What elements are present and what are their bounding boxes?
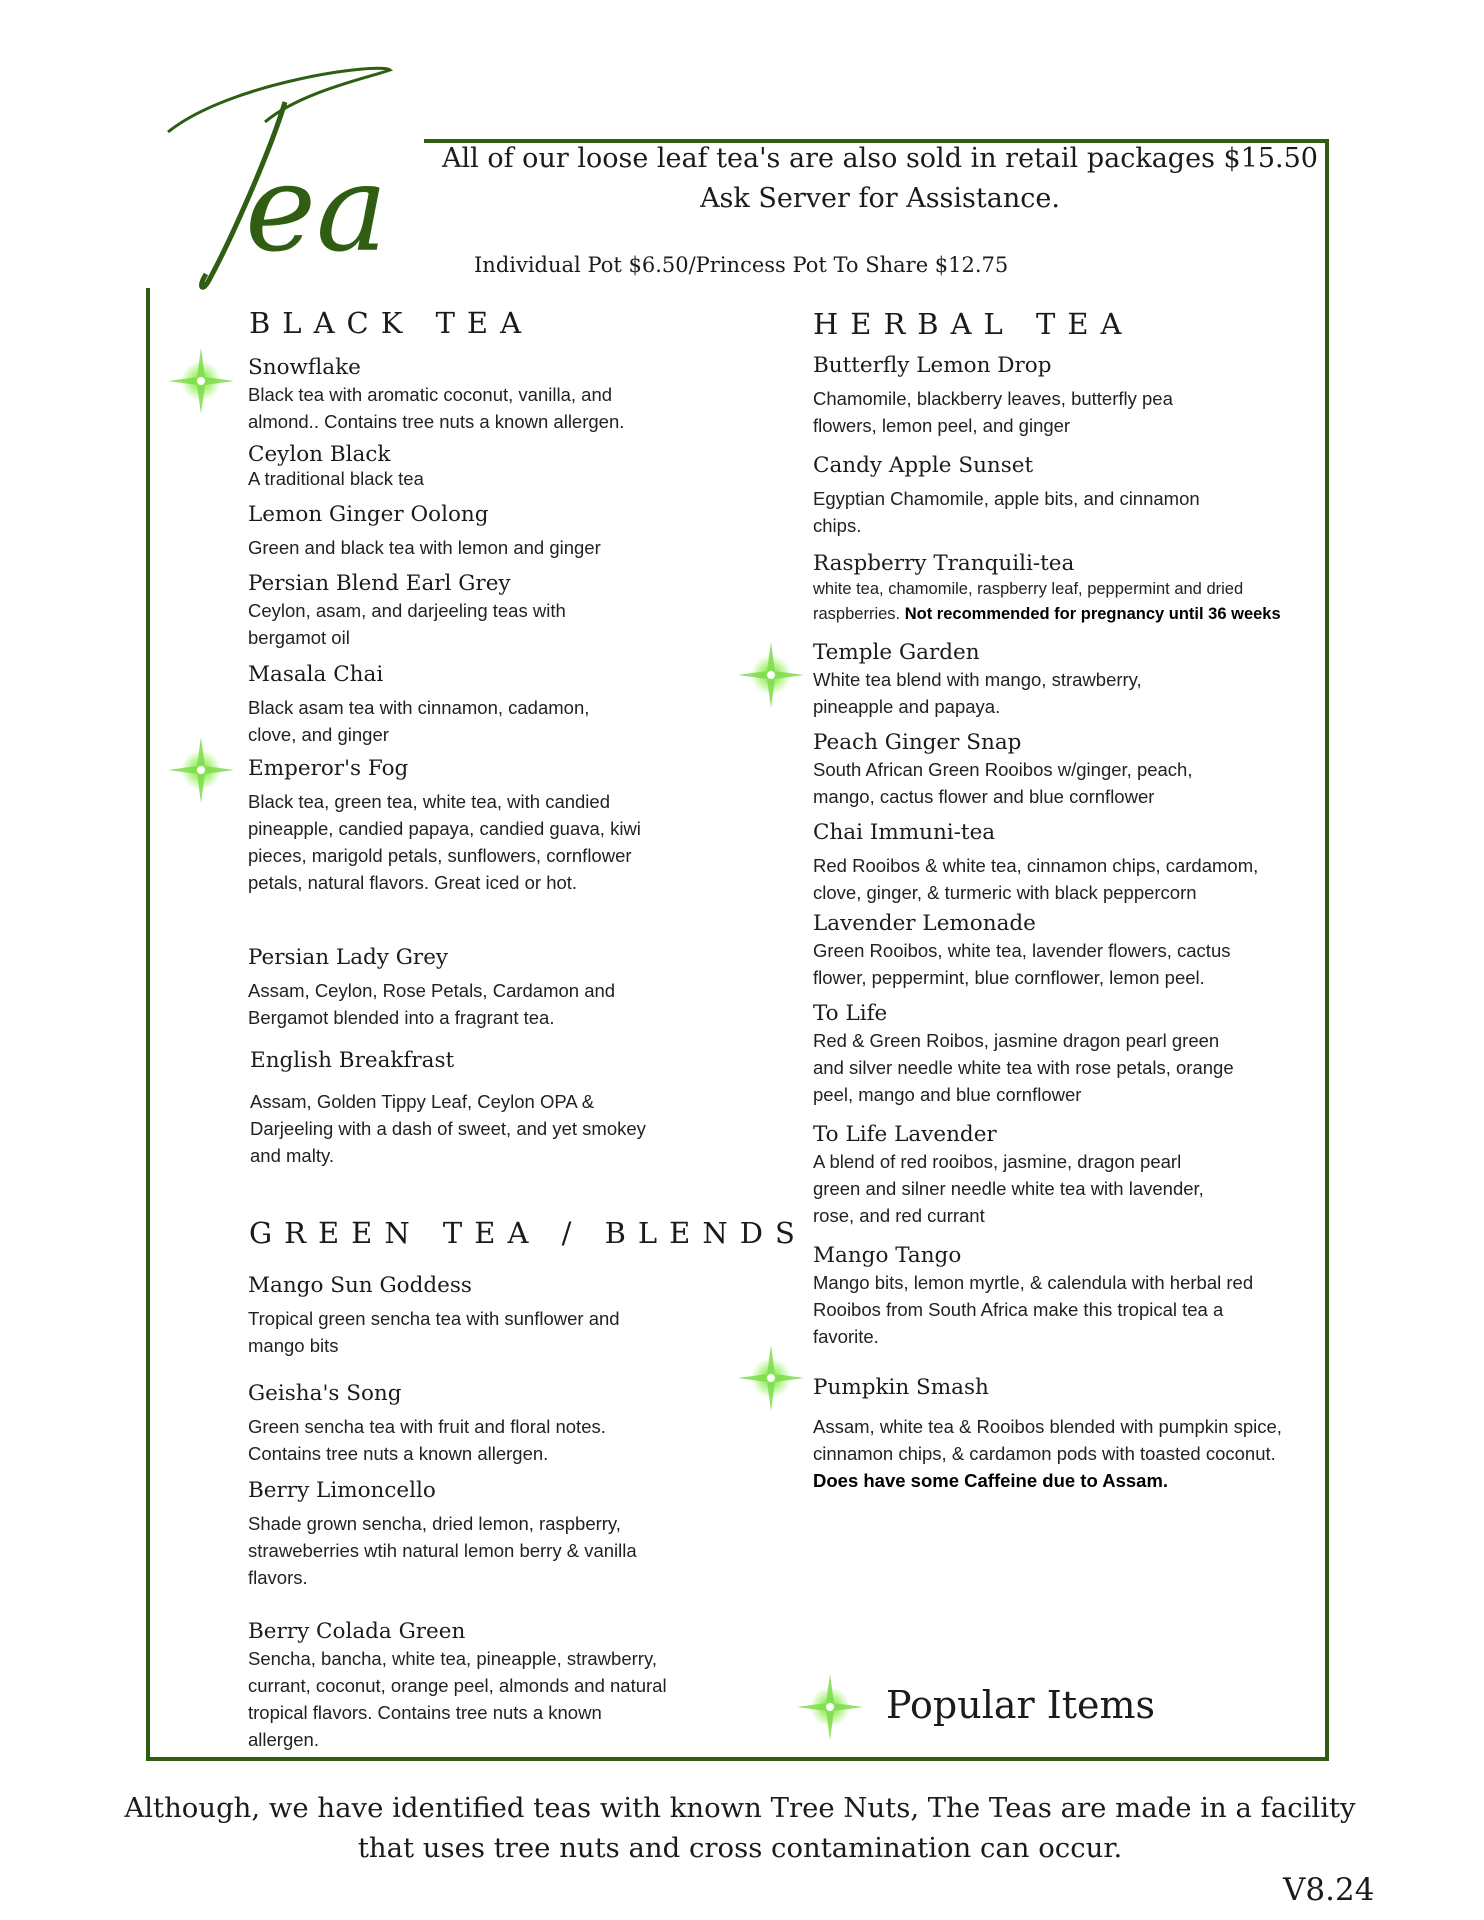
item-name: Mango Sun Goddess: [248, 1273, 472, 1298]
list-item: [813, 1121, 1283, 1229]
item-name: To Life Lavender: [813, 1122, 997, 1147]
item-name: Ceylon Black: [248, 442, 391, 467]
herbal-tea-heading: HERBAL TEA: [813, 307, 1134, 341]
sparkle-star-icon: [166, 346, 236, 416]
item-desc: Green Rooibos, white tea, lavender flowers, cactus flower, peppermint, blue cornflower, lemon peel.: [813, 940, 1231, 988]
item-name: Candy Apple Sunset: [813, 453, 1034, 478]
sparkle-star-icon: [166, 735, 236, 805]
list-item: [813, 819, 1313, 906]
frame-right-border: [1325, 139, 1329, 1761]
item-desc: Chamomile, blackberry leaves, butterfly pea flowers, lemon peel, and ginger: [813, 388, 1173, 436]
retail-note: All of our loose leaf tea's are also sold in retail packages $15.50: [442, 143, 1318, 174]
list-item: [813, 1242, 1293, 1350]
item-name: Lavender Lemonade: [813, 911, 1036, 936]
black-tea-heading: BLACK TEA: [249, 306, 534, 340]
assist-note: Ask Server for Assistance.: [700, 183, 1060, 214]
item-name: Butterfly Lemon Drop: [813, 353, 1052, 378]
item-name: Chai Immuni-tea: [813, 820, 996, 845]
tea-logo-icon: [150, 62, 490, 302]
item-desc: Black tea with aromatic coconut, vanilla, and almond.. Contains tree nuts a known allergen.: [248, 384, 625, 432]
list-item: [248, 1618, 668, 1753]
item-name: Lemon Ginger Oolong: [248, 502, 489, 527]
item-desc: A traditional black tea: [248, 468, 424, 489]
item-desc: Green and black tea with lemon and ginger: [248, 537, 601, 558]
item-desc: Assam, Golden Tippy Leaf, Ceylon OPA & Darjeeling with a dash of sweet, and yet smokey and malty.: [250, 1091, 646, 1166]
list-item: [813, 910, 1283, 991]
version-label: V8.24: [1283, 1872, 1375, 1908]
item-desc: Black asam tea with cinnamon, cadamon, clove, and ginger: [248, 697, 590, 745]
item-desc: Tropical green sencha tea with sunflower and mango bits: [248, 1308, 620, 1356]
item-desc: Mango bits, lemon myrtle, & calendula with herbal red Rooibos from South Africa make this tropical tea a favorite.: [813, 1272, 1254, 1347]
item-name: Mango Tango: [813, 1243, 962, 1268]
green-tea-heading: GREEN TEA / BLENDS: [249, 1216, 807, 1250]
item-name: Raspberry Tranquili-tea: [813, 551, 1075, 576]
item-name: English Breakfrast: [250, 1048, 455, 1073]
list-item: [248, 1477, 668, 1591]
item-name: To Life: [813, 1001, 888, 1026]
item-name: Persian Blend Earl Grey: [248, 571, 511, 596]
item-desc: Black tea, green tea, white tea, with candied pineapple, candied papaya, candied guava, kiwi pieces, marigold petals, sunflowers, cornflower petals, natural flavors. Great iced or hot.: [248, 791, 641, 893]
frame-bottom-border: [146, 1757, 1329, 1761]
frame-left-border: [146, 288, 150, 1761]
item-desc: Ceylon, asam, and darjeeling teas with bergamot oil: [248, 600, 566, 648]
item-desc: Sencha, bancha, white tea, pineapple, strawberry, currant, coconut, orange peel, almonds and natural tropical flavors. Contains tree nuts a known allergen.: [248, 1648, 667, 1750]
item-name: Emperor's Fog: [248, 756, 409, 781]
list-item: [248, 661, 668, 748]
item-name: Masala Chai: [248, 662, 384, 687]
list-item: [813, 352, 1283, 439]
list-item: [248, 755, 668, 896]
item-desc: Assam, white tea & Rooibos blended with pumpkin spice, cinnamon chips, & cardamon pods with toasted coconut.: [813, 1416, 1282, 1464]
item-name: Persian Lady Grey: [248, 945, 449, 970]
sparkle-star-icon: [736, 1343, 806, 1413]
allergen-disclaimer-line1: Although, we have identified teas with known Tree Nuts, The Teas are made in a facility: [124, 1792, 1356, 1824]
item-name: Berry Colada Green: [248, 1619, 466, 1644]
pot-prices: Individual Pot $6.50/Princess Pot To Share $12.75: [474, 253, 1009, 277]
sparkle-star-icon: [736, 640, 806, 710]
sparkle-star-icon: [795, 1672, 865, 1742]
list-item: [813, 550, 1313, 627]
item-name: Pumpkin Smash: [813, 1375, 989, 1400]
list-item: [248, 501, 668, 561]
item-desc: Egyptian Chamomile, apple bits, and cinnamon chips.: [813, 488, 1200, 536]
list-item: [248, 570, 668, 651]
item-name: Berry Limoncello: [248, 1478, 436, 1503]
item-desc: Red & Green Roibos, jasmine dragon pearl green and silver needle white tea with rose petals, orange peel, mango and blue cornflower: [813, 1030, 1234, 1105]
item-name: Geisha's Song: [248, 1381, 402, 1406]
list-item: [248, 441, 668, 490]
tea-script-title: [150, 62, 490, 302]
item-desc: Assam, Ceylon, Rose Petals, Cardamon and Bergamot blended into a fragrant tea.: [248, 980, 616, 1028]
item-name: Temple Garden: [813, 640, 980, 665]
caffeine-note: Does have some Caffeine due to Assam.: [813, 1470, 1169, 1491]
item-desc: Red Rooibos & white tea, cinnamon chips, cardamom, clove, ginger, & turmeric with black peppercorn: [813, 855, 1259, 903]
list-item: [813, 1374, 1313, 1494]
list-item: [248, 1380, 668, 1467]
item-desc: white tea, chamomile, raspberry leaf, peppermint and dried raspberries.: [813, 580, 1244, 623]
list-item: [813, 1000, 1283, 1108]
item-name: Snowflake: [248, 355, 361, 380]
pregnancy-warning: Not recommended for pregnancy until 36 weeks: [904, 605, 1281, 623]
list-item: [248, 1272, 668, 1359]
list-item: [250, 1047, 670, 1169]
svg-text:ea: ea: [245, 140, 388, 279]
item-desc: South African Green Rooibos w/ginger, peach, mango, cactus flower and blue cornflower: [813, 759, 1193, 807]
allergen-disclaimer-line2: that uses tree nuts and cross contamination can occur.: [357, 1832, 1123, 1864]
list-item: [248, 944, 668, 1031]
list-item: [813, 639, 1283, 720]
list-item: [813, 729, 1283, 810]
list-item: [248, 354, 668, 435]
item-desc: White tea blend with mango, strawberry, pineapple and papaya.: [813, 669, 1142, 717]
item-desc: A blend of red rooibos, jasmine, dragon pearl green and silner needle white tea with lavender, rose, and red currant: [813, 1151, 1204, 1226]
item-name: Peach Ginger Snap: [813, 730, 1022, 755]
list-item: [813, 452, 1283, 539]
item-desc: Shade grown sencha, dried lemon, raspberry, straweberries wtih natural lemon berry & vanilla flavors.: [248, 1513, 637, 1588]
popular-items-legend: Popular Items: [886, 1683, 1156, 1727]
item-desc: Green sencha tea with fruit and floral notes. Contains tree nuts a known allergen.: [248, 1416, 606, 1464]
